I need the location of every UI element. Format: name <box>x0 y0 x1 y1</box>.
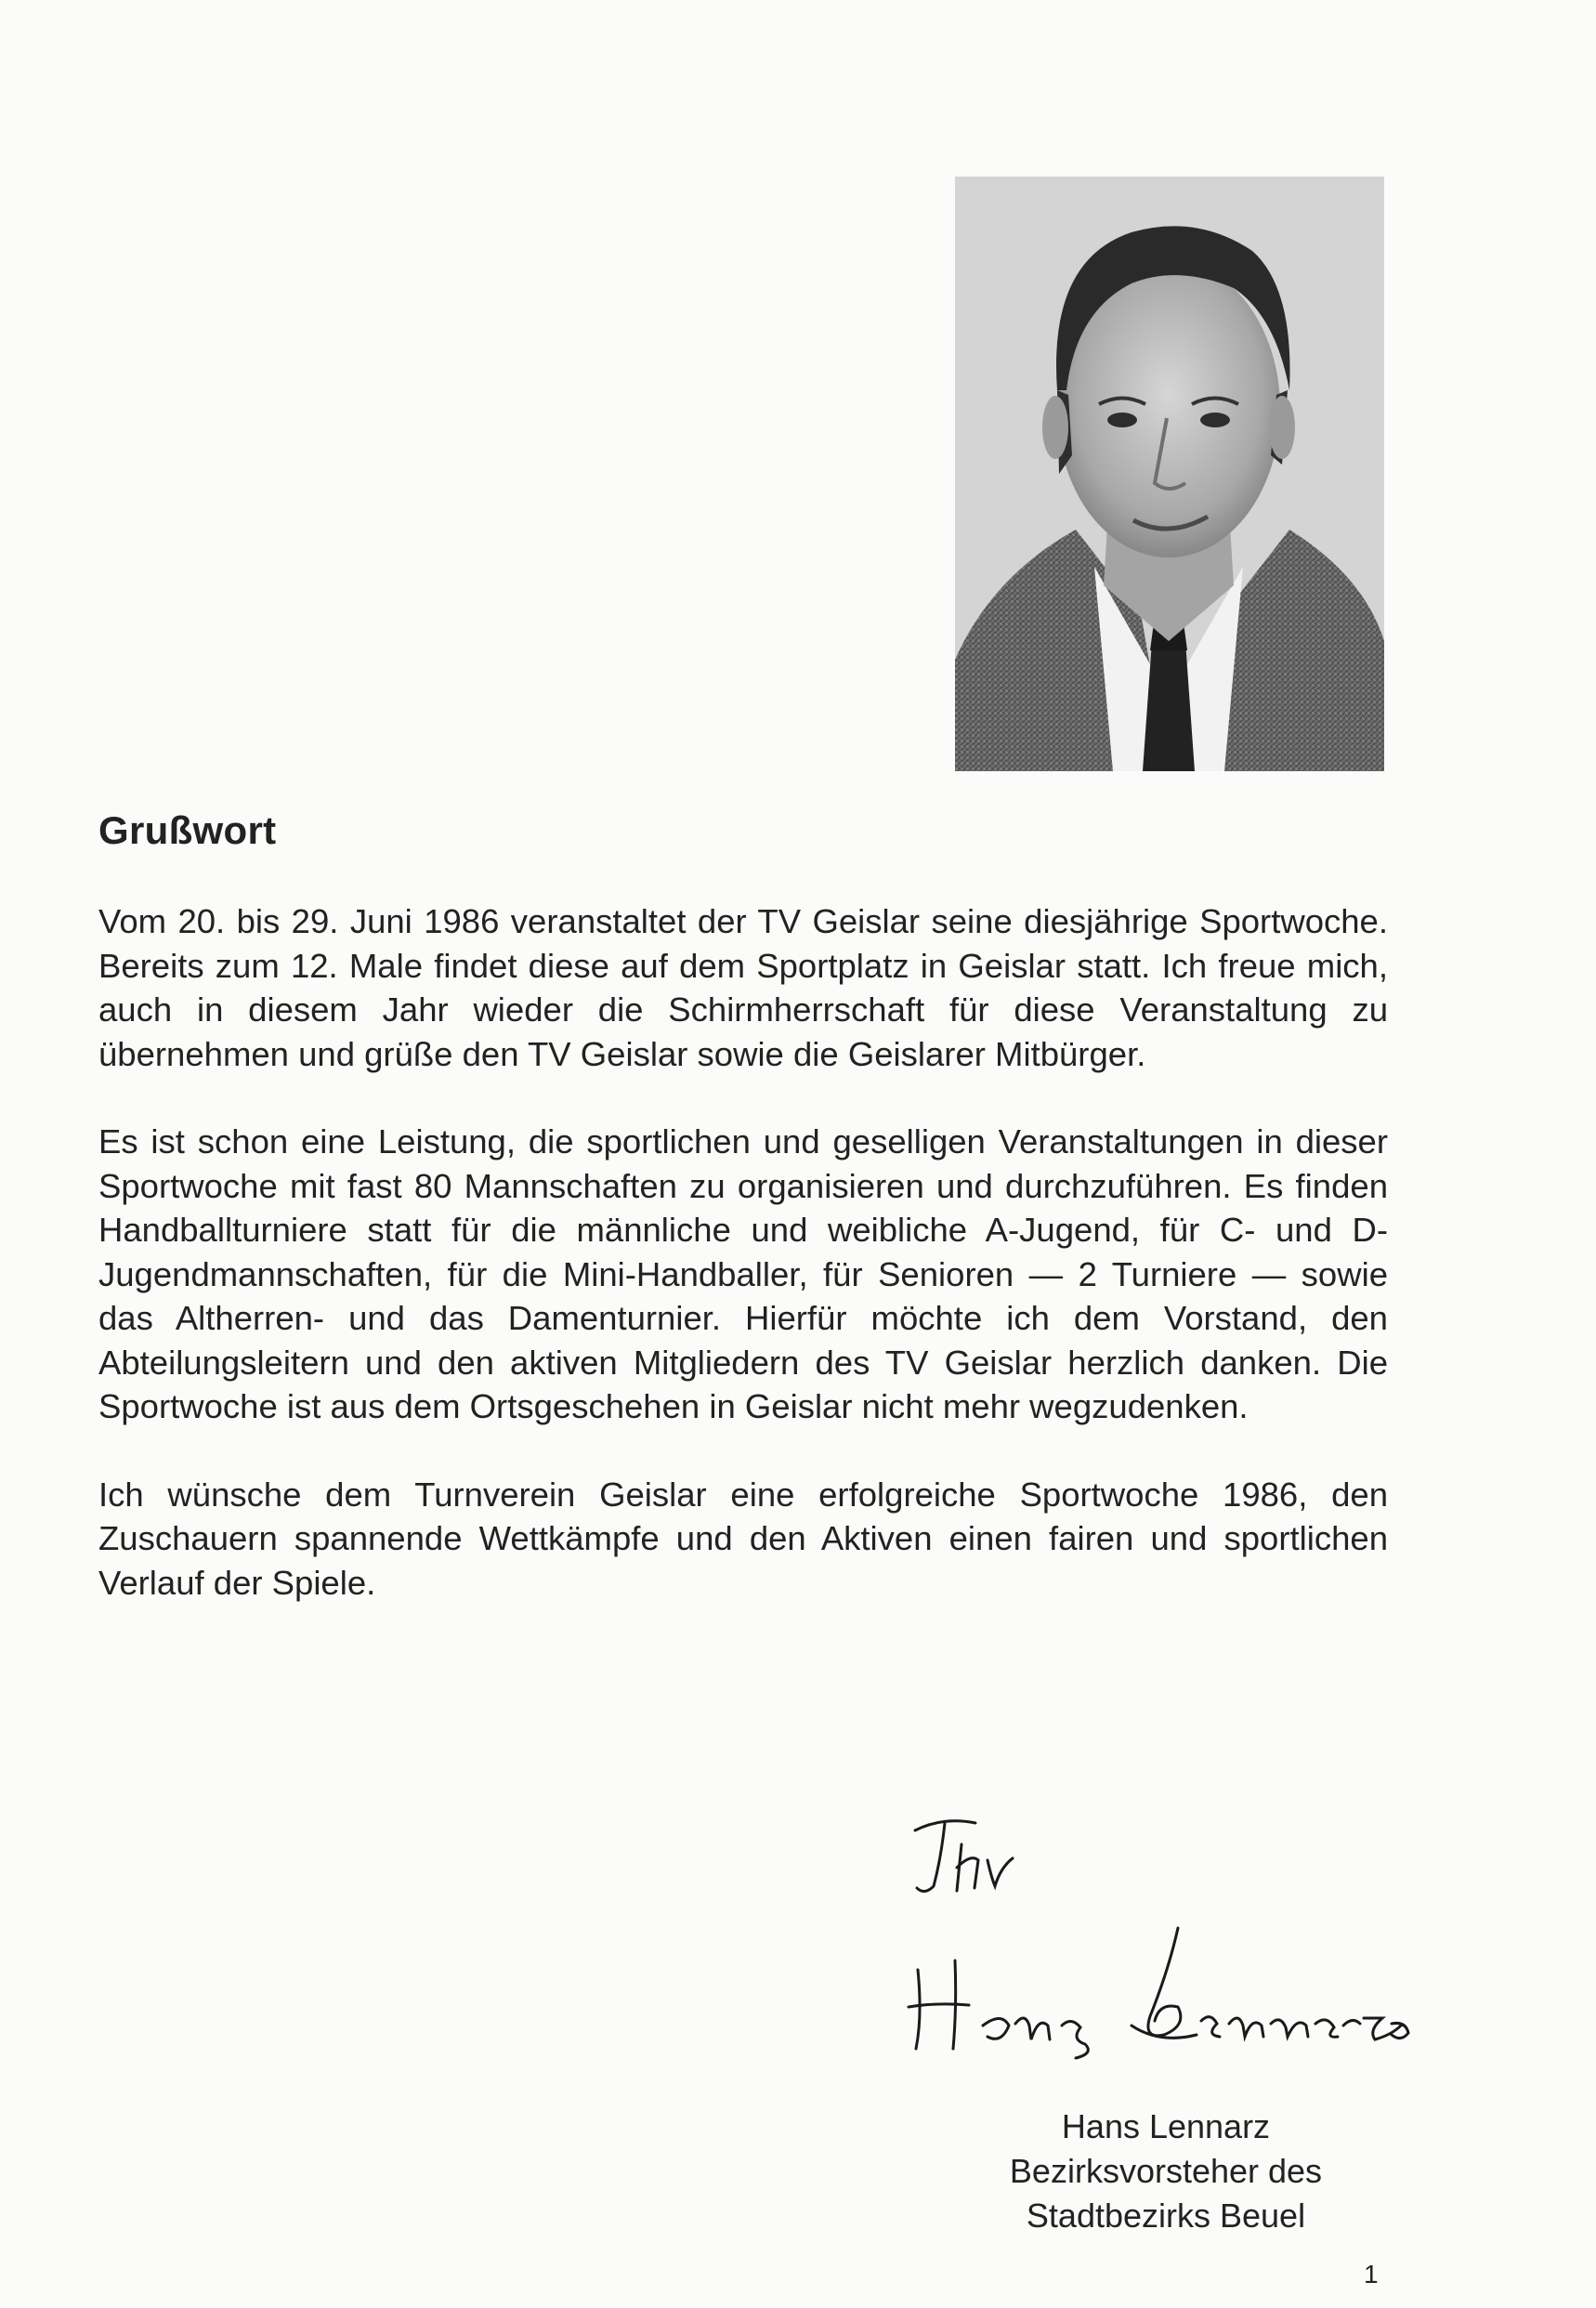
author-district: Stadtbezirks Beuel <box>1026 2197 1306 2235</box>
letter-body <box>98 899 1388 1648</box>
portrait-icon <box>955 177 1384 771</box>
page-title: Grußwort <box>98 808 277 852</box>
paragraph: Vom 20. bis 29. Juni 1986 veranstaltet der TV Geislar seine diesjährige Sportwoche. Bereits zum 12. Male findet diese auf dem Sportplatz in Geislar statt. Ich freue mich, auch in diesem Jahr wieder die Schirmherrschaft für diese Veranstaltung zu übernehmen und grüße den TV Geislar sowie die Geislarer Mitbürger. <box>98 902 1388 1073</box>
handwritten-signature-icon <box>899 1914 1419 2063</box>
portrait-photo <box>955 177 1384 771</box>
signature-name <box>899 1914 1419 2063</box>
handwritten-greeting-icon <box>906 1803 1036 1905</box>
paragraph: Ich wünsche dem Turnverein Geislar eine erfolgreiche Sportwoche 1986, den Zuschauern spannende Wettkämpfe und den Aktiven einen fairen und sportlichen Verlauf der Spiele. <box>98 1475 1388 1602</box>
paragraph: Es ist schon eine Leistung, die sportlichen und geselligen Veranstaltungen in dieser Sportwoche mit fast 80 Mannschaften zu organisieren und durchzuführen. Es finden Handballturniere statt für die männliche und weibliche A-Jugend, für C- und D-Jugendmannschaften, für die Mini-Handballer, für Senioren — 2 Turniere — sowie das Altherren- und das Damenturnier. Hierfür möchte ich dem Vorstand, den Abteilungsleitern und den aktiven Mitgliedern des TV Geislar herzlich danken. Die Sportwoche ist aus dem Ortsgeschehen in Geislar nicht mehr wegzudenken. <box>98 1122 1388 1425</box>
author-name: Hans Lennarz <box>1061 2107 1271 2145</box>
author-block <box>957 2105 1375 2238</box>
author-title: Bezirksvorsteher des <box>1009 2152 1323 2190</box>
page-number: 1 <box>1364 2260 1379 2288</box>
signature-greeting <box>906 1803 1036 1905</box>
